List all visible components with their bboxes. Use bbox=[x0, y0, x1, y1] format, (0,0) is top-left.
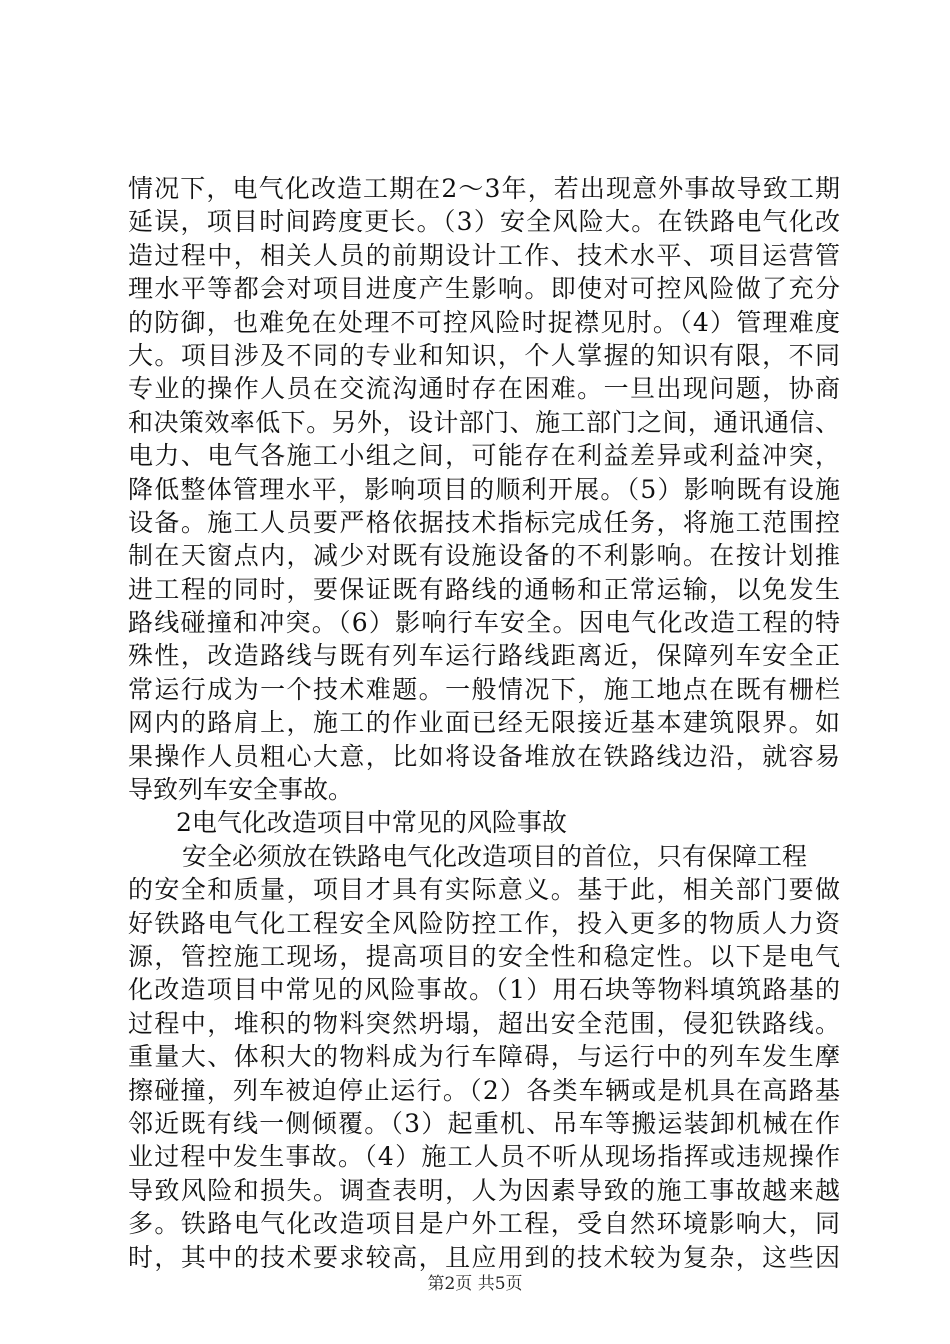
text-line: 果操作人员粗心大意，比如将设备堆放在铁路线边沿，就容易 bbox=[128, 741, 840, 771]
text-line: 安全必须放在铁路电气化改造项目的首位，只有保障工程 bbox=[182, 841, 808, 871]
text-line: 擦碰撞，列车被迫停止运行。（2）各类车辆或是机具在高路基 bbox=[128, 1075, 840, 1105]
page-footer: 第2页 共5页 bbox=[427, 1274, 523, 1294]
section-heading: 2电气化改造项目中常见的风险事故 bbox=[176, 808, 567, 838]
text-line: 业过程中发生事故。（4）施工人员不听从现场指挥或违规操作 bbox=[128, 1142, 840, 1172]
text-line: 化改造项目中常见的风险事故。（1）用石块等物料填筑路基的 bbox=[128, 975, 840, 1005]
text-line: 殊性，改造路线与既有列车运行路线距离近，保障列车安全正 bbox=[128, 641, 840, 671]
text-line: 情况下，电气化改造工期在2～3年，若出现意外事故导致工期 bbox=[128, 174, 840, 203]
text-line: 造过程中，相关人员的前期设计工作、技术水平、项目运营管 bbox=[128, 240, 840, 270]
text-line: 常运行成为一个技术难题。一般情况下，施工地点在既有栅栏 bbox=[128, 674, 840, 704]
text-line: 好铁路电气化工程安全风险防控工作，投入更多的物质人力资 bbox=[128, 908, 840, 938]
paragraph-1 bbox=[128, 172, 840, 806]
text-line: 多。铁路电气化改造项目是户外工程，受自然环境影响大，同 bbox=[128, 1209, 840, 1239]
text-line: 制在天窗点内，减少对既有设施设备的不利影响。在按计划推 bbox=[128, 541, 840, 571]
text-line: 时，其中的技术要求较高，且应用到的技术较为复杂，这些因 bbox=[128, 1242, 840, 1272]
text-line: 的防御，也难免在处理不可控风险时捉襟见肘。（4）管理难度 bbox=[128, 307, 840, 337]
text-line: 专业的操作人员在交流沟通时存在困难。一旦出现问题，协商 bbox=[128, 374, 840, 404]
text-line: 的安全和质量，项目才具有实际意义。基于此，相关部门要做 bbox=[128, 875, 840, 905]
text-line: 和决策效率低下。另外，设计部门、施工部门之间，通讯通信、 bbox=[128, 407, 840, 437]
text-line: 重量大、体积大的物料成为行车障碍，与运行中的列车发生摩 bbox=[128, 1042, 840, 1072]
text-line: 延误，项目时间跨度更长。（3）安全风险大。在铁路电气化改 bbox=[128, 207, 840, 237]
text-line: 大。项目涉及不同的专业和知识，个人掌握的知识有限，不同 bbox=[128, 340, 840, 370]
text-line: 电力、电气各施工小组之间，可能存在利益差异或利益冲突， bbox=[128, 441, 840, 471]
paragraph-2 bbox=[128, 840, 840, 1274]
text-line: 网内的路肩上，施工的作业面已经无限接近基本建筑限界。如 bbox=[128, 708, 840, 738]
text-line: 进工程的同时，要保证既有路线的通畅和正常运输，以免发生 bbox=[128, 574, 840, 604]
text-line: 导致列车安全事故。 bbox=[128, 775, 354, 805]
text-line: 设备。施工人员要严格依据技术指标完成任务，将施工范围控 bbox=[128, 507, 840, 537]
text-line: 过程中，堆积的物料突然坍塌，超出安全范围，侵犯铁路线。 bbox=[128, 1008, 840, 1038]
body-text bbox=[128, 172, 840, 1274]
text-line: 源，管控施工现场，提高项目的安全性和稳定性。以下是电气 bbox=[128, 941, 840, 971]
text-line: 路线碰撞和冲突。（6）影响行车安全。因电气化改造工程的特 bbox=[128, 608, 840, 638]
text-line: 理水平等都会对项目进度产生影响。即使对可控风险做了充分 bbox=[128, 274, 840, 304]
text-line: 邻近既有线一侧倾覆。（3）起重机、吊车等搬运装卸机械在作 bbox=[128, 1108, 840, 1138]
text-line: 降低整体管理水平，影响项目的顺利开展。（5）影响既有设施 bbox=[128, 474, 840, 504]
text-line: 导致风险和损失。调查表明，人为因素导致的施工事故越来越 bbox=[128, 1175, 840, 1205]
